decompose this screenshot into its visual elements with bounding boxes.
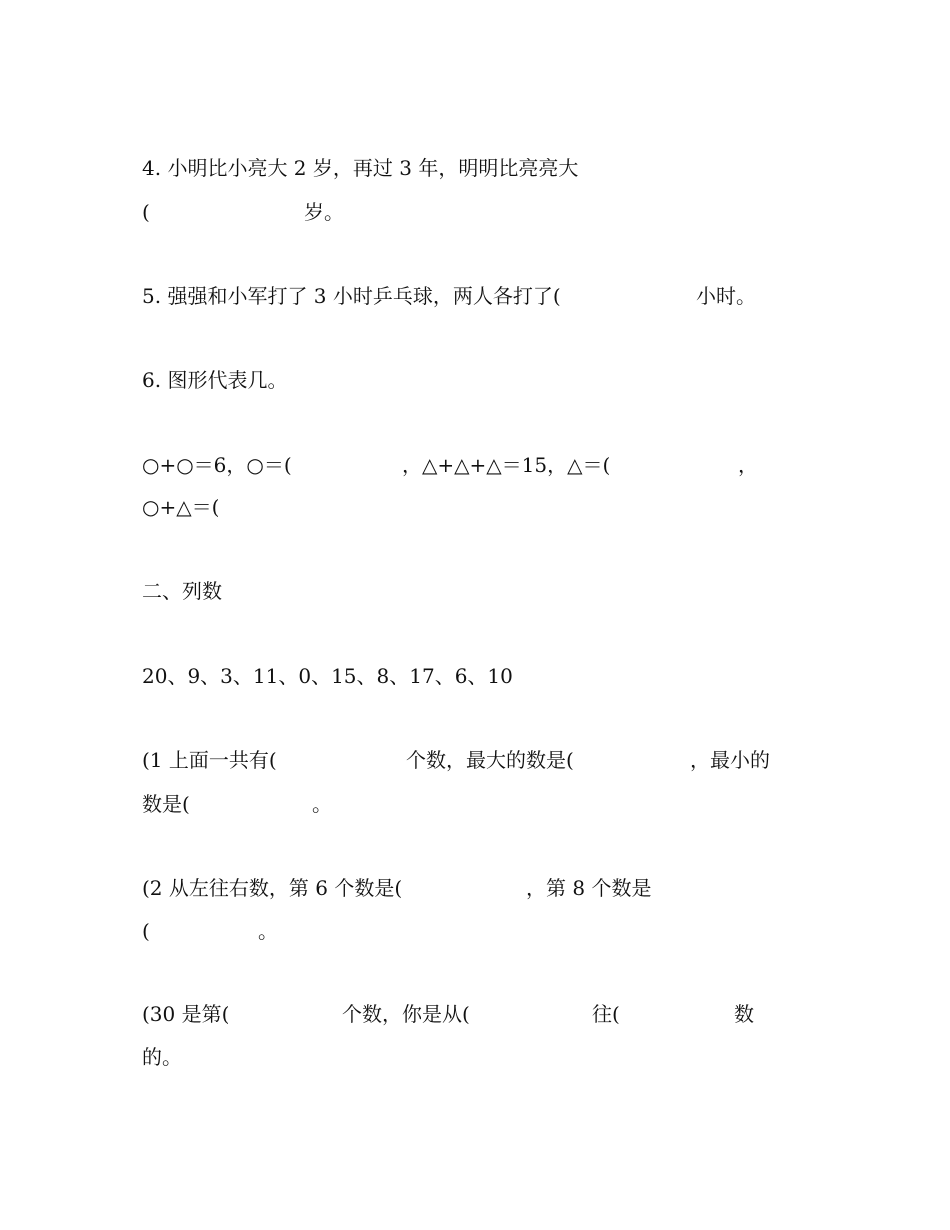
sub-question-3-part-a: (30 是第( (142, 1002, 230, 1026)
question-6-sum-eq: ○+△＝( (142, 495, 220, 519)
question-4-text: 4. 小明比小亮大 2 岁，再过 3 年，明明比亮亮大 (142, 156, 579, 180)
question-6-line-2 (142, 494, 220, 572)
number-sequence-line (142, 663, 513, 741)
section-2-heading (142, 578, 222, 656)
sub-question-2-part-a: (2 从左往右数，第 6 个数是( (142, 876, 403, 900)
sub-question-3-part-d: 数 (734, 1002, 754, 1026)
question-6-triangle-eq: ，△+△+△＝15，△＝( (402, 453, 611, 477)
sub-question-1-part-a: (1 上面一共有( (142, 748, 277, 772)
question-6-circle-eq: ○+○＝6，○＝( (142, 453, 292, 477)
sub-question-1-part-c: ，最小的 (690, 748, 770, 772)
question-6-title (142, 367, 288, 445)
sub-question-3-part-e: 的。 (142, 1045, 182, 1069)
sub-question-3-line-2 (142, 1044, 182, 1122)
question-5-unit: 小时。 (696, 284, 756, 308)
sub-question-2-part-c: ( (142, 919, 150, 943)
question-5-text: 5. 强强和小军打了 3 小时乒乓球，两人各打了( (142, 284, 561, 308)
sub-question-2-part-b: ，第 8 个数是 (526, 876, 652, 900)
question-6-title-text: 6. 图形代表几。 (142, 368, 288, 392)
sub-question-1-part-b: 个数，最大的数是( (406, 748, 574, 772)
question-6-comma: ， (738, 453, 758, 477)
sub-question-1-part-d: 数是( (142, 792, 190, 816)
sub-question-2-part-d: 。 (258, 919, 278, 943)
sub-question-3-part-b: 个数，你是从( (342, 1002, 470, 1026)
number-sequence: 20、9、3、11、0、15、8、17、6、10 (142, 664, 513, 688)
sub-question-3-part-c: 往( (592, 1002, 620, 1026)
section-2-title: 二、列数 (142, 579, 222, 603)
sub-question-1-part-e: 。 (312, 792, 332, 816)
question-4-open-paren: ( (142, 200, 150, 224)
question-4-unit: 岁。 (304, 200, 344, 224)
